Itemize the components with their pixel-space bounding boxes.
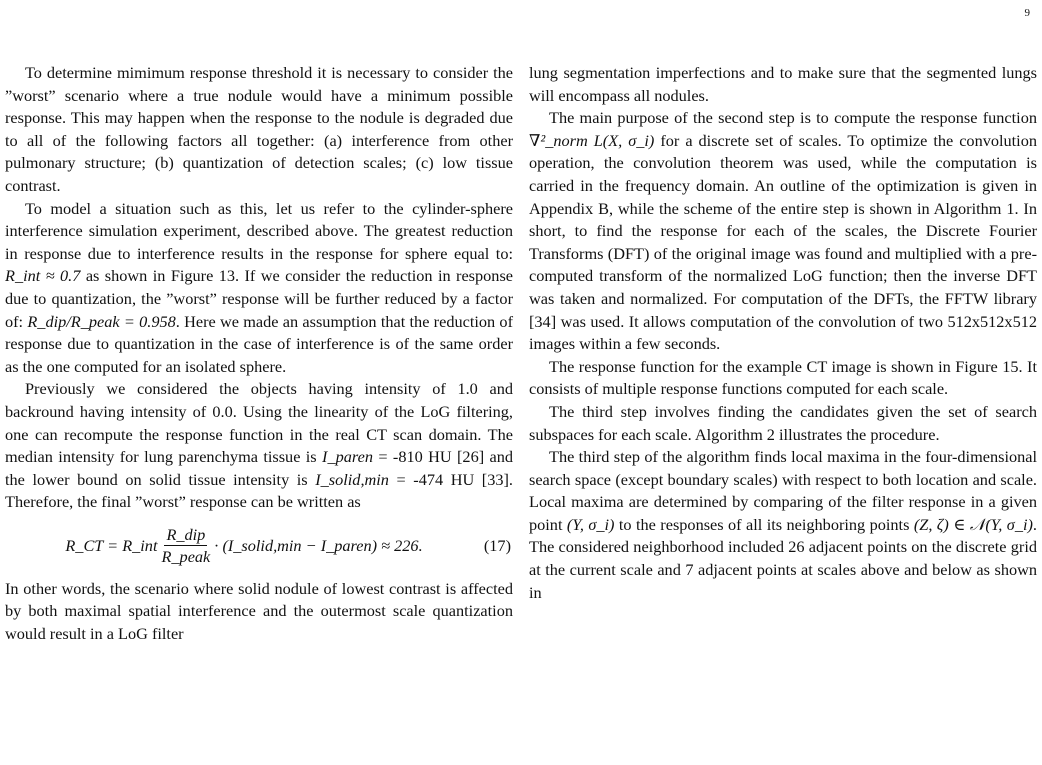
left-paragraph-1: To determine mimimum response threshold it is necessary to consider the ”worst” scenario where a true nodule would have a minimum possible response. This may happen when the response to the nodule is degraded due to all of the following factors all together: (a) interference from other pulmonary structure; (b) quantization of detection scales; (c) low tissue contrast. <box>5 63 513 195</box>
fraction-numerator: R_dip <box>166 525 206 545</box>
left-paragraph-2-text-b: as shown in Figure 13. If we consider the reduction in response due to quantization, the ”worst” response will be further reduced by a factor of: <box>5 266 514 331</box>
left-paragraph-3-text-a: Previously we considered the objects having intensity of 1.0 and backround having intensity of 0.0. Using the linearity of the LoG filtering, one can recompute the response function in the real CT scan domain. The median intensity for lung parenchyma tissue is <box>5 379 513 467</box>
i-solid-expression: I_solid,min <box>315 469 389 489</box>
equation-rhs: · (I_solid,min − I_paren) ≈ 226. <box>214 535 423 555</box>
left-paragraph-3 <box>5 378 513 514</box>
response-function-expression: ∇²_norm L(X, σ_i) <box>529 130 655 150</box>
equation-number: (17) <box>483 535 511 555</box>
ratio-expression: R_dip/R_peak = 0.958 <box>27 311 176 331</box>
right-paragraph-2-text-a: The main purpose of the second step is to compute the response function <box>549 108 1037 128</box>
equation-lhs: R_CT = R_int <box>65 535 158 555</box>
equation-body <box>5 525 471 566</box>
r-int-expression: R_int ≈ 0.7 <box>5 266 81 286</box>
left-paragraph-3-text-b: = -810 HU [26] and the lower bound on solid tissue intensity is <box>5 447 514 489</box>
right-paragraph-5-text-a: The third step of the algorithm finds local maxima in the four-dimensional search space (except boundary scales) with respect to both location and scale. Local maxima are determined by comparing of the filter response in a given point <box>529 447 1037 534</box>
i-paren-expression: I_paren <box>322 447 373 467</box>
right-column <box>529 62 1037 604</box>
right-paragraph-2 <box>529 107 1037 356</box>
left-paragraph-2-text-a: To model a situation such as this, let us refer to the cylinder-sphere interference simulation experiment, described above. The greatest reduction in response due to interference results in the response for sphere equal to: <box>5 198 513 263</box>
fraction-denominator: R_peak <box>161 547 211 567</box>
left-paragraph-2-text-c: . Here we made an assumption that the reduction of response due to quantization in the case of interference is of the same order as the one computed for an isolated sphere. <box>5 311 513 376</box>
left-paragraph-2 <box>5 198 513 379</box>
neighborhood-expression: (Z, ζ) ∈ 𝒩(Y, σ_i) <box>913 514 1033 534</box>
right-paragraph-5-text-b: to the responses of all its neighboring points <box>614 514 914 534</box>
right-paragraph-1: lung segmentation imperfections and to make sure that the segmented lungs will encompass all nodules. <box>529 63 1037 105</box>
right-paragraph-4: The third step involves finding the candidates given the set of search subspaces for each scale. Algorithm 2 illustrates the procedure. <box>529 401 1037 444</box>
left-column <box>5 62 513 646</box>
point-expression: (Y, σ_i) <box>566 514 615 534</box>
right-paragraph-5-text-c: . The considered neighborhood included 26 adjacent points on the discrete grid at the current scale and 7 adjacent points at scales above and below as shown in <box>529 514 1037 602</box>
equation-17 <box>5 524 513 568</box>
right-paragraph-3: The response function for the example CT image is shown in Figure 15. It consists of multiple response functions computed for each scale. <box>529 356 1037 399</box>
left-paragraph-3-text-c: = -474 HU [33]. Therefore, the final ”worst” response can be written as <box>5 469 513 512</box>
right-paragraph-2-text-b: for a discrete set of scales. To optimize the convolution operation, the convolution theorem was used, while the computation is carried in the frequency domain. An outline of the optimization is given in Appendix B, while the scheme of the entire step is shown in Algorithm 1. In short, to find the response for each of the scales, the Discrete Fourier Transforms (DFT) of the original image was found and multiplied with a pre-computed transform of the normalized LoG function; then the inverse DFT was taken and normalized. For computation of the DFTs, the FFTW library [34] was used. It allows computation of the convolution of two 512x512x512 images within a few seconds. <box>529 130 1037 354</box>
left-paragraph-4: In other words, the scenario where solid nodule of lowest contrast is affected by both maximal spatial interference and the outermost scale quantization would result in a LoG filter <box>5 578 513 644</box>
equation-fraction <box>159 525 212 566</box>
page-number: 9 <box>1024 7 1030 19</box>
right-paragraph-5 <box>529 446 1037 604</box>
